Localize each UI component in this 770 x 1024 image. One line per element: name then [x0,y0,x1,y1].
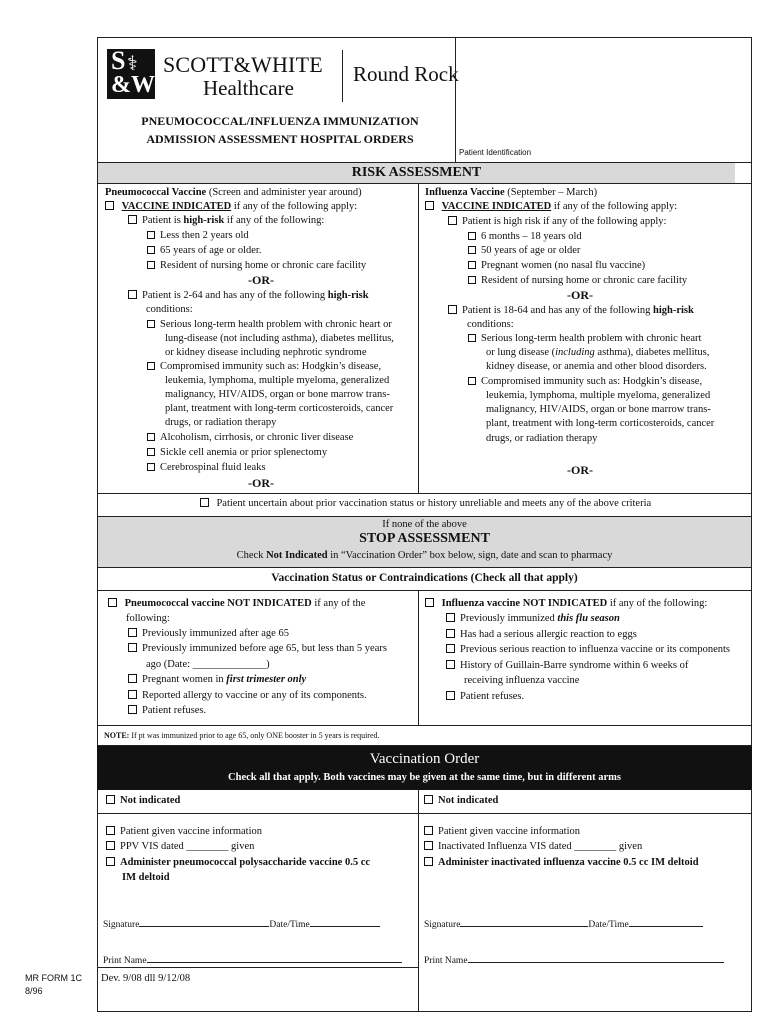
pneumo-item-b1[interactable]: Serious long-term health problem with chronic heart or [147,318,392,333]
uncertain-row[interactable]: Patient uncertain about prior vaccination status or history unreliable and meets any of the above criteria [98,497,753,512]
signature-line[interactable] [139,926,269,927]
pneumo-cond-post: conditions: [146,304,193,315]
pneumo-not-indicated-checkbox[interactable] [108,598,117,607]
flu-highrisk-row[interactable]: Patient is high risk if any of the following apply: [448,215,666,230]
form-title-1: PNEUMOCOCCAL/INFLUENZA IMMUNIZATION [141,114,419,128]
flu-signature-row[interactable]: Signature Date/Time [424,918,703,933]
form-date: 8/96 [25,986,43,996]
status-heading: Vaccination Status or Contraindications (Check all that apply) [271,572,578,584]
checkbox[interactable] [128,690,137,699]
flu-item-b2-cont: plant, treatment with long-term corticosteroids, cancer [486,418,715,429]
pneumo-print-name-row[interactable]: Print Name [103,954,402,969]
pneumo-highrisk-row[interactable]: Patient is high-risk if any of the following: [128,214,324,229]
checkbox[interactable] [147,463,155,471]
brand-name: SCOTT&WHITE [163,52,323,77]
checkbox[interactable] [128,674,137,683]
pneumo-status-4[interactable]: Reported allergy to vaccine or any of its components. [128,689,367,704]
stop-instructions: Check Not Indicated in “Vaccination Order” box below, sign, date and scan to pharmacy [236,550,613,561]
checkbox[interactable] [446,629,455,638]
pneumo-status-2[interactable]: Previously immunized before age 65, but less than 5 years [128,642,387,657]
signature-line[interactable] [460,926,588,927]
patient-id-label: Patient Identification [459,148,532,157]
checkbox[interactable] [128,628,137,637]
checkbox[interactable] [468,232,476,240]
pneumo-not-indicated-row[interactable]: Pneumococcal vaccine NOT INDICATED if any of the [108,597,365,612]
checkbox[interactable] [424,857,433,866]
checkbox[interactable] [128,643,137,652]
checkbox[interactable] [446,644,455,653]
flu-status-4[interactable]: History of Guillain-Barre syndrome within 6 weeks of [446,659,688,674]
flu-item-a2[interactable]: 50 years of age or older [468,244,580,259]
header-divider [455,37,456,162]
flu-or-2: -OR- [567,463,593,477]
pneumo-item-b1-cont: lung-disease (not including asthma), diabetes mellitus, [165,333,394,344]
checkbox[interactable] [147,320,155,328]
checkbox[interactable] [468,334,476,342]
pneumo-item-b2-cont: plant, treatment with long-term corticosteroids, cancer [165,403,394,414]
pneumo-item-b2[interactable]: Compromised immunity such as: Hodgkin’s disease, [147,360,381,375]
pneumo-status-3[interactable]: Pregnant women in first trimester only [128,673,306,688]
pneumo-indicated-row[interactable]: VACCINE INDICATED if any of the following apply: [105,200,357,215]
pneumo-title-row: Pneumococcal Vaccine (Screen and administer year around) [105,187,362,198]
flu-status-2[interactable]: Has had a serious allergic reaction to eggs [446,628,637,643]
flu-status-1[interactable]: Previously immunized this flu season [446,612,620,627]
checkbox[interactable] [147,448,155,456]
pneumo-indicated-checkbox[interactable] [105,201,114,210]
pneumo-item-a2[interactable]: 65 years of age or older. [147,244,261,259]
flu-item-a3[interactable]: Pregnant women (no nasal flu vaccine) [468,259,645,274]
logo-mark-top: S [111,46,126,75]
risk-assessment-heading: RISK ASSESSMENT [98,163,735,183]
location-name: Round Rock [353,62,459,86]
datetime-line[interactable] [310,926,380,927]
checkbox[interactable] [468,276,476,284]
status-divider [418,590,419,725]
flu-status-5[interactable]: Patient refuses. [446,690,524,705]
pneumo-item-a3[interactable]: Resident of nursing home or chronic care facility [147,259,366,274]
flu-not-indicated-row[interactable]: Influenza vaccine NOT INDICATED if any of the following: [425,597,707,612]
form-title-2: ADMISSION ASSESSMENT HOSPITAL ORDERS [146,132,414,146]
logo-mark-bottom: &W [111,72,155,98]
pneumo-item-b1-cont: or kidney disease including nephrotic syndrome [165,347,367,358]
vaccination-order-sub: Check all that apply. Both vaccines may be given at the same time, but in different arms [228,772,621,783]
flu-indicated-row[interactable]: VACCINE INDICATED if any of the following apply: [425,200,677,215]
flu-item-b2[interactable]: Compromised immunity such as: Hodgkin’s disease, [468,375,702,390]
flu-order-admin[interactable]: Administer inactivated influenza vaccine 0.5 cc IM deltoid [424,856,699,871]
stop-assessment-heading: STOP ASSESSMENT [359,531,490,546]
checkbox[interactable] [424,795,433,804]
risk-divider [418,183,419,493]
checkbox[interactable] [106,795,115,804]
checkbox[interactable] [128,705,137,714]
caduceus-icon: ⚕ [127,53,138,75]
flu-cond-row[interactable]: Patient is 18-64 and has any of the following high-risk [448,304,694,319]
logo-mark [107,46,155,99]
flu-item-b1-cont: kidney disease, or anemia and other blood disorders. [486,361,707,372]
checkbox[interactable] [468,246,476,254]
flu-item-a1[interactable]: 6 months – 18 years old [468,230,582,245]
datetime-line[interactable] [629,926,703,927]
flu-item-a4[interactable]: Resident of nursing home or chronic care facility [468,274,687,289]
pneumo-cond-row[interactable]: Patient is 2-64 and has any of the following high-risk [128,289,369,304]
pneumo-item-a1[interactable]: Less then 2 years old [147,229,249,244]
checkbox[interactable] [147,362,155,370]
flu-item-b2-cont: malignancy, HIV/AIDS, organ or bone marrow trans- [486,404,711,415]
pneumo-item-b2-cont: drugs, or radiation therapy [165,417,277,428]
pneumo-order-vis[interactable]: PPV VIS dated ________ given [106,840,254,855]
pneumo-or-2: -OR- [248,476,274,490]
pneumo-status-1[interactable]: Previously immunized after age 65 [128,627,289,642]
print-name-line[interactable] [468,962,724,963]
flu-indicated-checkbox[interactable] [425,201,434,210]
vaccination-order-heading: Vaccination Order [369,751,480,767]
checkbox[interactable] [446,691,455,700]
flu-order-info[interactable]: Patient given vaccine information [424,825,580,840]
flu-print-name-row[interactable]: Print Name [424,954,724,969]
pneumo-not-indicated-cont: following: [126,613,170,624]
checkbox[interactable] [147,246,155,254]
checkbox[interactable] [468,377,476,385]
note-row: NOTE: If pt was immunized prior to age 65, only ONE booster in 5 years is required. [104,731,380,740]
checkbox[interactable] [424,826,433,835]
pneumo-item-b5[interactable]: Cerebrospinal fluid leaks [147,461,266,476]
flu-or-1: -OR- [567,288,593,302]
stop-pre: If none of the above [382,519,467,530]
pneumo-order-admin-cont: IM deltoid [122,872,170,883]
pneumo-item-b3[interactable]: Alcoholism, cirrhosis, or chronic liver disease [147,431,353,446]
pneumo-order-not-indicated[interactable]: Not indicated [106,794,180,809]
flu-status-4-cont: receiving influenza vaccine [464,675,580,686]
checkbox[interactable] [106,857,115,866]
checkbox[interactable] [468,261,476,269]
flu-item-b1[interactable]: Serious long-term health problem with chronic heart [468,332,701,347]
pneumo-item-b2-cont: malignancy, HIV/AIDS, organ or bone marrow trans- [165,389,390,400]
uncertain-checkbox[interactable] [200,498,209,507]
pneumo-highrisk-checkbox[interactable] [128,215,137,224]
checkbox[interactable] [424,841,433,850]
pneumo-signature-row[interactable]: Signature Date/Time [103,918,380,933]
logo-divider [342,50,343,102]
revision-text: Dev. 9/08 dll 9/12/08 [101,973,191,984]
print-name-line[interactable] [147,962,402,963]
checkbox[interactable] [446,660,455,669]
flu-status-3[interactable]: Previous serious reaction to influenza vaccine or its components [446,643,730,658]
pneumo-status-2-date[interactable]: ago (Date: ______________) [146,659,270,670]
pneumo-order-info[interactable]: Patient given vaccine information [106,825,262,840]
flu-item-b2-cont: drugs, or radiation therapy [486,433,598,444]
checkbox[interactable] [147,433,155,441]
flu-item-b2-cont: leukemia, lymphoma, multiple myeloma, generalized [486,390,711,401]
pneumo-item-b2-cont: leukemia, lymphoma, multiple myeloma, generalized [165,375,390,386]
form-id: MR FORM 1C [25,973,82,983]
pneumo-cond-checkbox[interactable] [128,290,137,299]
flu-highrisk-checkbox[interactable] [448,216,457,225]
checkbox[interactable] [106,826,115,835]
checkbox[interactable] [106,841,115,850]
flu-cond-checkbox[interactable] [448,305,457,314]
order-divider [418,790,419,1012]
checkbox[interactable] [147,261,155,269]
brand-sub: Healthcare [203,76,294,100]
flu-cond-post: conditions: [467,319,514,330]
pneumo-status-5[interactable]: Patient refuses. [128,704,206,719]
flu-not-indicated-checkbox[interactable] [425,598,434,607]
pneumo-or-1: -OR- [248,273,274,287]
flu-title-row: Influenza Vaccine (September – March) [425,187,598,198]
checkbox[interactable] [446,613,455,622]
flu-order-not-indicated[interactable]: Not indicated [424,794,498,809]
checkbox[interactable] [147,231,155,239]
vaccination-order-band [97,746,752,790]
pneumo-item-b4[interactable]: Sickle cell anemia or prior splenectomy [147,446,327,461]
flu-item-b1-cont: or lung disease (including asthma), diabetes mellitus, [486,347,710,358]
pneumo-order-admin[interactable]: Administer pneumococcal polysaccharide vaccine 0.5 cc [106,856,370,871]
flu-order-vis[interactable]: Inactivated Influenza VIS dated ________ given [424,840,642,855]
